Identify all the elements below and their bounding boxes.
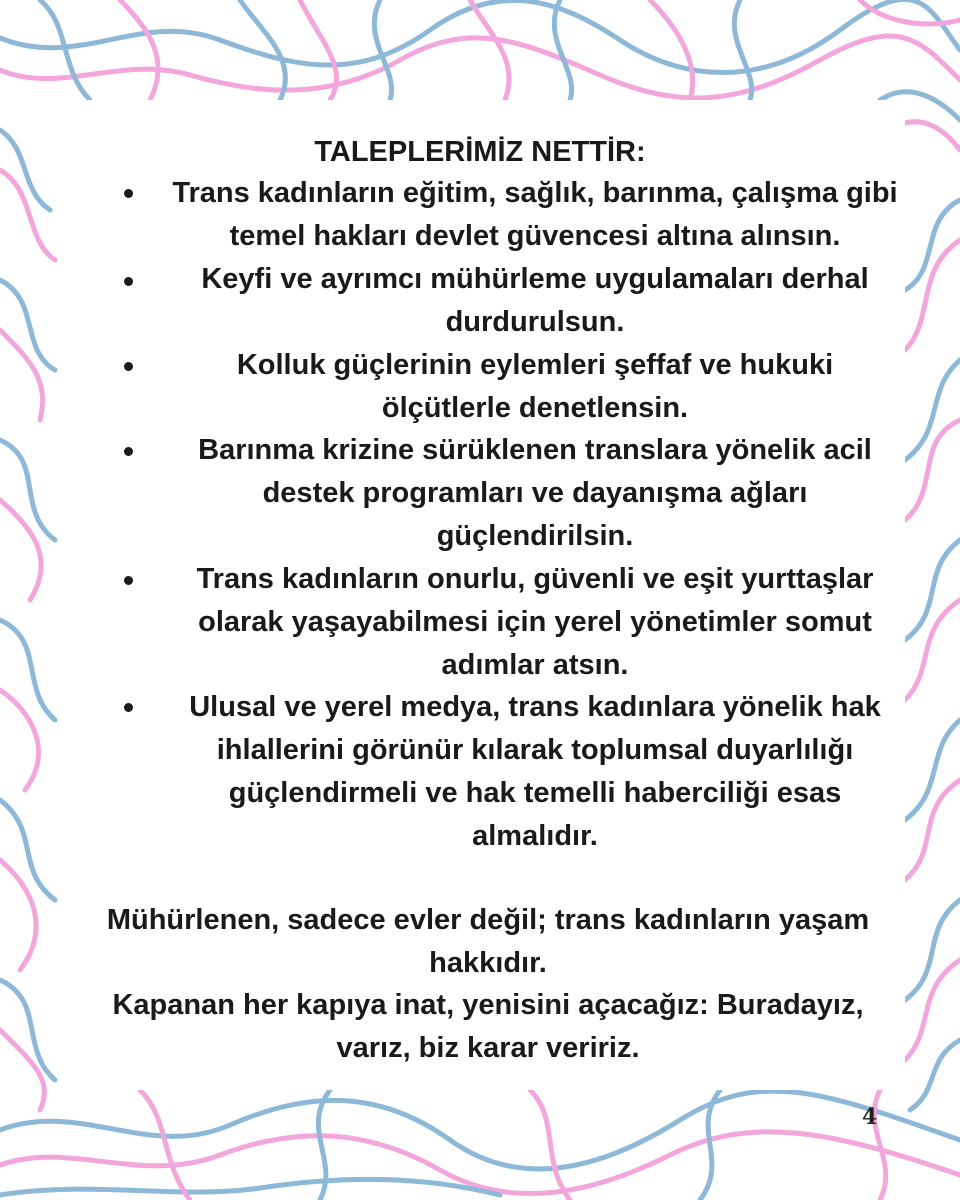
demand-6-line-3: güçlendirmeli ve hak temelli haberciliği esas — [228, 777, 842, 809]
demand-4-line-2: destek programları ve dayanışma ağları — [262, 477, 808, 509]
demand-3-line-2: ölçütlerle denetlensin. — [381, 392, 689, 424]
demand-5-line-3: adımlar atsın. — [441, 649, 629, 681]
closing-statement-line-1: Mühürlenen, sadece evler değil; trans kadınların yaşam — [106, 904, 870, 936]
demands-heading: TALEPLERİMİZ NETTİR: — [314, 136, 646, 168]
demand-5-line-1: Trans kadınların onurlu, güvenli ve eşit yurttaşlar — [196, 563, 874, 595]
closing-resolve-line-2: varız, biz karar veririz. — [336, 1032, 640, 1064]
demand-6-line-4: almalıdır. — [472, 820, 598, 852]
closing-resolve-line-1: Kapanan her kapıya inat, yenisini açacağız: Buradayız, — [112, 989, 864, 1021]
demand-4-line-1: Barınma krizine sürüklenen translara yönelik acil — [198, 434, 872, 466]
demand-5-line-2: olarak yaşayabilmesi için yerel yönetimler somut — [198, 606, 872, 638]
demand-1-line-1: Trans kadınların eğitim, sağlık, barınma, çalışma gibi — [172, 177, 898, 209]
demand-1-line-2: temel hakları devlet güvencesi altına alınsın. — [229, 220, 841, 252]
closing-statement-line-2: hakkıdır. — [429, 947, 547, 979]
demand-4-line-3: güçlendirilsin. — [436, 520, 634, 552]
demand-6-line-1: Ulusal ve yerel medya, trans kadınlara yönelik hak — [189, 691, 881, 723]
demand-6-line-2: ihlallerini görünür kılarak toplumsal duyarlılığı — [216, 734, 854, 766]
demand-2-line-1: Keyfi ve ayrımcı mühürleme uygulamaları derhal — [201, 263, 869, 295]
demand-2-line-2: durdurulsun. — [445, 306, 625, 338]
demand-3-line-1: Kolluk güçlerinin eylemleri şeffaf ve hukuki — [236, 349, 834, 381]
page-number: 4 — [862, 1104, 878, 1130]
